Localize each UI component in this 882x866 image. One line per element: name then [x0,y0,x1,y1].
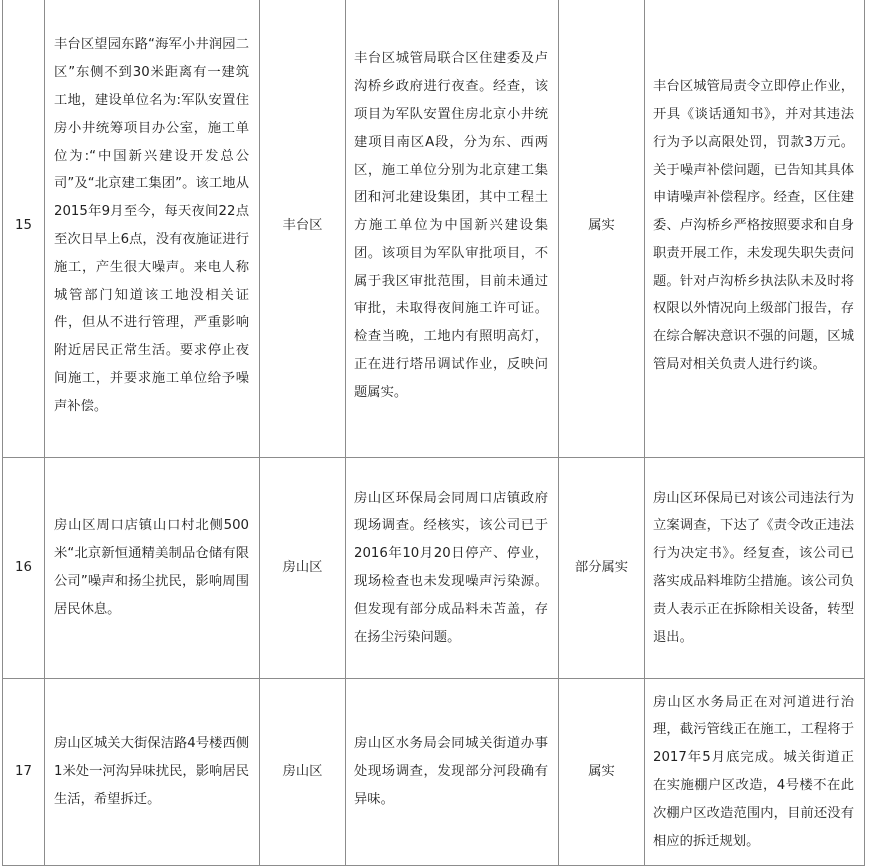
investigation-text: 丰台区城管局联合区住建委及卢沟桥乡政府进行夜查。经查，该项目为军队安置住房北京小井统建项目南区A段，分为东、西两区，施工单位分别为北京建工集团和河北建设集团，其中工程土方施工单位为中国新兴建设集团。该项目为军队审批项目，不属于我区审批范围，目前未通过审批，未取得夜间施工许可证。检查当晚，工地内有照明高灯，正在进行塔吊调试作业，反映问题属实。 [354,51,548,400]
table-row [3,0,865,458]
district-cell: 房山区 [260,679,346,866]
handling-cell [645,0,865,458]
handling-cell [645,458,865,679]
investigation-text: 房山区环保局会同周口店镇政府现场调查。经核实，该公司已于2016年10月20日停产、停业，现场检查也未发现噪声污染源。但发现有部分成品料未苫盖，存在扬尘污染问题。 [354,490,548,645]
district-cell: 房山区 [260,458,346,679]
handling-text: 房山区水务局正在对河道进行治理，截污管线正在施工，工程将于2017年5月底完成。城关街道正在实施棚户区改造，4号楼不在此次棚户区改造范围内，目前还没有相应的拆迁规划。 [653,694,854,849]
handling-text: 丰台区城管局责令立即停止作业，开具《谈话通知书》，并对其违法行为予以高限处罚，罚款3万元。关于噪声补偿问题，已告知其具体申请噪声补偿程序。经查，区住建委、卢沟桥乡严格按照要求和自身职责开展工作，未发现失职失责问题。针对卢沟桥乡执法队未及时将权限以外情况向上级部门报告，存在综合解决意识不强的问题，区城管局对相关负责人进行约谈。 [653,79,854,373]
table-row [3,458,865,679]
complaint-cell [45,0,260,458]
handling-text: 房山区环保局已对该公司违法行为立案调查，下达了《责令改正违法行为决定书》。经复查，该公司已落实成品料堆防尘措施。该公司负责人表示正在拆除相关设备，转型退出。 [653,490,854,645]
verdict-cell: 属实 [559,679,645,866]
verdict-cell: 属实 [559,0,645,458]
complaint-text: 房山区城关大街保洁路4号楼西侧1米处一河沟异味扰民，影响居民生活，希望拆迁。 [54,736,249,807]
complaint-text: 丰台区望园东路“海军小井润园二区”东侧不到30米距离有一建筑工地，建设单位名为:军队安置住房小井统筹项目办公室，施工单位为:“中国新兴建设开发总公司”及“北京建工集团”。该工地从2015年9月至今，每天夜间22点至次日早上6点，没有夜施证进行施工，产生很大噪声。来电人称城管部门知道该工地没相关证件，但从不进行管理，严重影响附近居民正常生活。要求停止夜间施工，并要求施工单位给予噪声补偿。 [54,37,249,414]
investigation-cell [346,679,559,866]
row-number: 16 [3,458,45,679]
verdict-cell: 部分属实 [559,458,645,679]
row-number: 15 [3,0,45,458]
complaint-cell [45,458,260,679]
investigation-cell [346,0,559,458]
row-number: 17 [3,679,45,866]
investigation-cell [346,458,559,679]
complaint-text: 房山区周口店镇山口村北侧500米“北京新恒通精美制品仓储有限公司”噪声和扬尘扰民，影响周围居民休息。 [54,518,249,617]
complaint-cell [45,679,260,866]
district-cell: 丰台区 [260,0,346,458]
investigation-text: 房山区水务局会同城关街道办事处现场调查，发现部分河段确有异味。 [354,736,548,807]
handling-cell [645,679,865,866]
table-row [3,679,865,866]
complaint-table [2,0,865,866]
